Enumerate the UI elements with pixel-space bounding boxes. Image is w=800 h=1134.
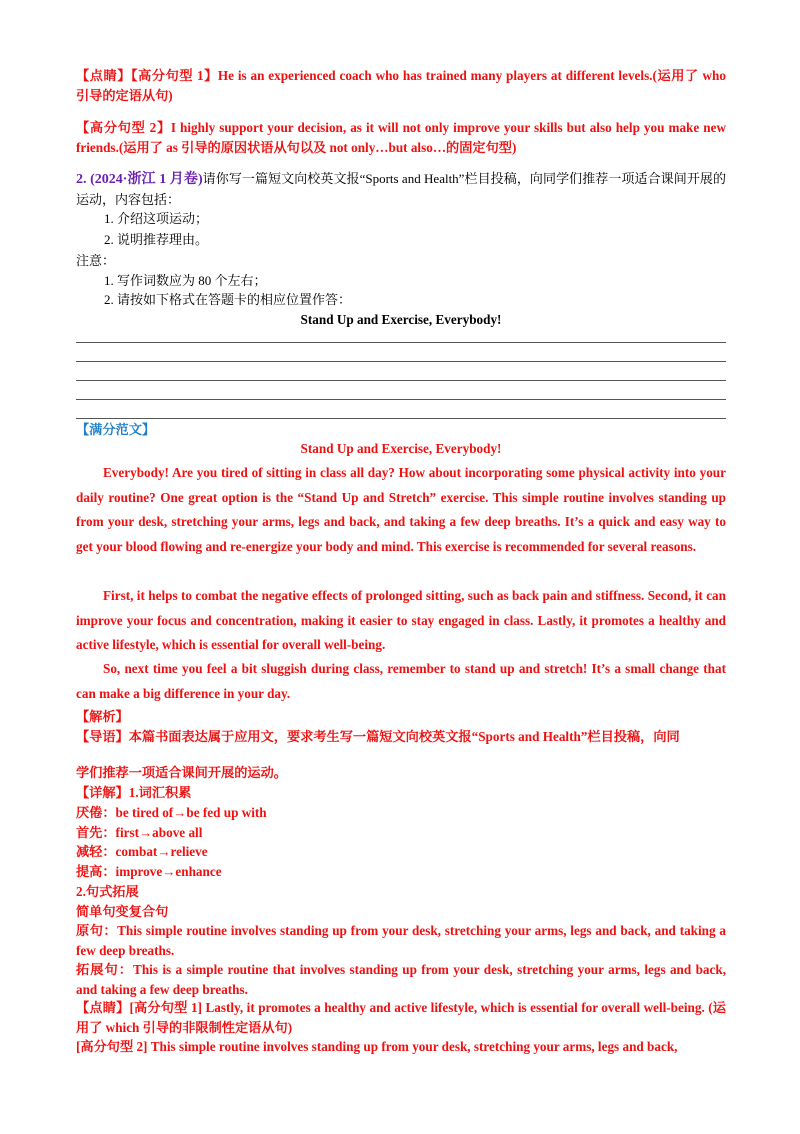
essay-title: Stand Up and Exercise, Everybody!: [300, 312, 502, 327]
question-prompt: [76, 169, 726, 209]
highlight-pattern-1: 【点睛】[高分句型 1] Lastly, it promotes a healthy and active lifestyle, which is essential for overall well-being. (运用了 which 引导的非限制性定语从句): [76, 1000, 726, 1035]
original-sentence: 原句：This simple routine involves standing up from your desk, stretching your arms, legs and back, and taking a few deep breaths.: [76, 923, 726, 958]
answer-line: [76, 418, 726, 419]
sample-paragraph-3: So, next time you feel a bit sluggish during class, remember to stand up and stretch! It’s a small change that can make a big difference in your day.: [76, 661, 726, 701]
sample-paragraph-2: First, it helps to combat the negative effects of prolonged sitting, such as back pain and stiffness. Second, it can improve your focus and concentration, making it easier to stay engaged in class. Lastly, it promotes a healthy and active lifestyle, which is essential for overall well-being.: [76, 588, 726, 653]
vocab-item-2: 首先：first→above all: [76, 825, 203, 840]
note-item-2: 2. 请按如下格式在答题卡的相应位置作答：: [104, 292, 352, 307]
sample-title: Stand Up and Exercise, Everybody!: [300, 441, 502, 456]
highlight-pattern-2: [高分句型 2] This simple routine involves standing up from your desk, stretching your arms, legs and back,: [76, 1039, 678, 1054]
note-item-1: 1. 写作词数应为 80 个左右；: [104, 273, 267, 288]
detail-label: 【详解】1.词汇积累: [76, 785, 192, 800]
vocab-item-1: 厌倦：be tired of→be fed up with: [76, 805, 267, 820]
answer-line: [76, 361, 726, 362]
section-2-subheading: 简单句变复合句: [76, 904, 169, 919]
guide-line-2: 学们推荐一项适合课间开展的运动。: [76, 765, 287, 780]
vocab-item-4: 提高：improve→enhance: [76, 864, 222, 879]
note-label: 注意：: [76, 253, 116, 268]
highlight-text: He is an experienced coach who has trained many players at different levels.(运用了 who 引导的定语从句): [76, 68, 726, 103]
highlight-sentence-1: [76, 66, 726, 106]
sample-paragraph-1: Everybody! Are you tired of sitting in class all day? How about incorporating some physical activity into your daily routine? One great option is the “Stand Up and Stretch” exercise. This simple routine involves standing up from your desk, stretching your arms, legs and back, and taking a few deep breaths. It’s a quick and easy way to get your blood flowing and re-energize your body and mind. This exercise is recommended for several reasons.: [76, 465, 726, 554]
question-text: 请你写一篇短文向校英文报“Sports and Health”栏目投稿，向同学们推荐一项适合课间开展的运动，内容包括：: [76, 171, 726, 207]
highlight-tag: 【高分句型 2】: [76, 120, 171, 135]
question-number: 2. (2024·浙江 1 月卷): [76, 172, 203, 187]
section-2-heading: 2.句式拓展: [76, 884, 139, 899]
question-item-1: 1. 介绍这项运动；: [104, 211, 209, 226]
question-item-2: 2. 说明推荐理由。: [104, 232, 209, 247]
highlight-text: I highly support your decision, as it will not only improve your skills but also help you make new friends.(运用了 as 引导的原因状语从句以及 not only…but also…的固定句型): [76, 120, 726, 155]
guide-line-1: 【导语】本篇书面表达属于应用文，要求考生写一篇短文向校英文报“Sports and Health”栏目投稿，向同: [76, 729, 680, 744]
highlight-tag: 【点睛】【高分句型 1】: [76, 68, 218, 83]
sample-label: 【满分范文】: [76, 422, 156, 437]
highlight-sentence-2: [76, 118, 726, 158]
expanded-sentence: 拓展句：This is a simple routine that involves standing up from your desk, stretching your arms, legs and back, and taking a few deep breaths.: [76, 962, 726, 997]
answer-line: [76, 399, 726, 400]
vocab-item-3: 减轻：combat→relieve: [76, 844, 208, 859]
answer-line: [76, 342, 726, 343]
analysis-label: 【解析】: [76, 709, 129, 724]
answer-line: [76, 380, 726, 381]
